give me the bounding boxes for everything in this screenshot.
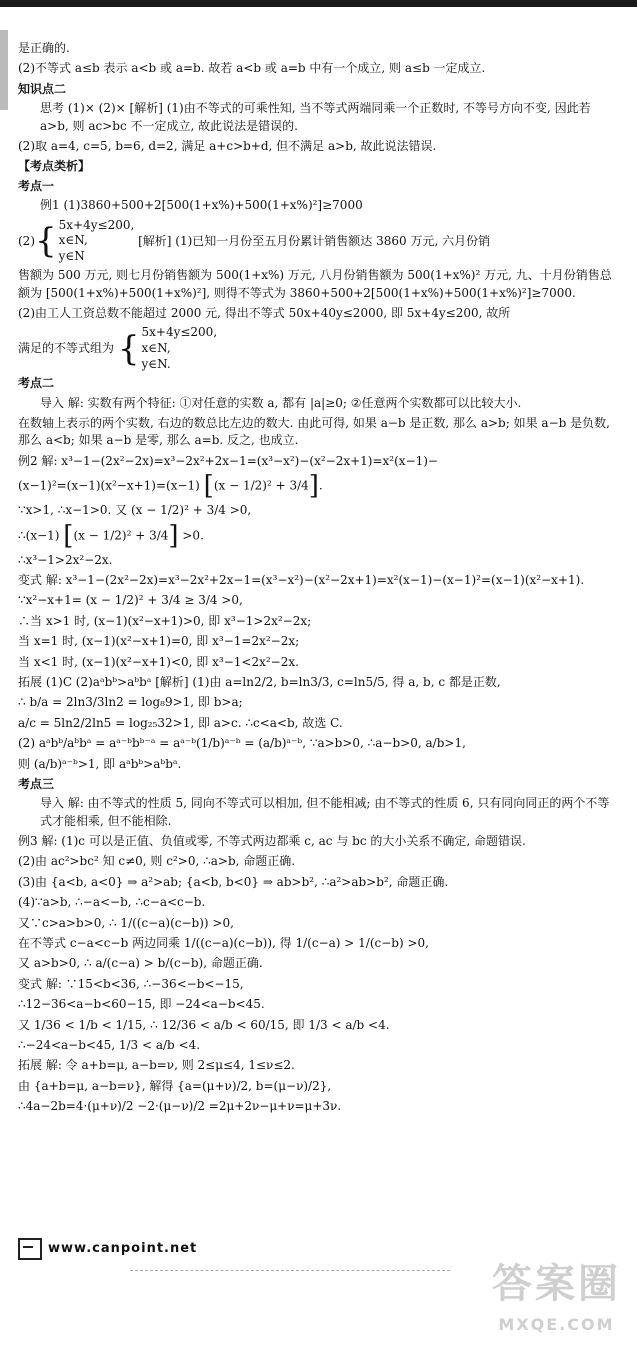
text-line: ∴当 x>1 时, (x−1)(x²−x+1)>0, 即 x³−1>2x²−2x; — [18, 613, 312, 628]
system-row: y∈N — [58, 248, 85, 263]
text-line: (2) aᵃbᵇ/aᵇbᵃ = aᵃ⁻ᵇbᵇ⁻ᵃ = aᵃ⁻ᵇ(1/b)ᵃ⁻ᵇ = (a/b)ᵃ⁻ᵇ, ∵a>b>0, ∴a−b>0, a/b>1, — [18, 736, 466, 751]
text-line — [18, 325, 618, 372]
math-span: >0. — [182, 528, 204, 543]
text-span: (x−1)²=(x−1)(x²−x+1)=(x−1) — [18, 478, 200, 493]
text-line: (3)由 {a<b, a<0} ⇒ a²>ab; {a<b, b<0} ⇒ ab>b², ∴a²>ab>b², 命题正确. — [18, 874, 449, 889]
text-span: [解析] (1)已知一月份至五月份累计销售额达 3860 万元, 六月份销 — [138, 233, 491, 248]
text-line: 当 x<1 时, (x−1)(x²−x+1)<0, 即 x³−1<2x²−2x. — [18, 654, 299, 669]
top-bar — [0, 0, 637, 7]
text-span: ∵x>1, ∴x−1>0. 又 — [18, 503, 128, 518]
text-line: ∴4a−2b=4·(μ+ν)/2 −2·(μ−ν)/2 =2μ+2ν−μ+ν=μ+3ν. — [18, 1099, 342, 1114]
text-line: 则 (a/b)ᵃ⁻ᵇ>1, 即 aᵃbᵇ>aᵇbᵃ. — [18, 756, 182, 771]
text-line: 由 {a+b=μ, a−b=ν}, 解得 {a=(μ+ν)/2, b=(μ−ν)/2}, — [18, 1078, 332, 1093]
text-line: 拓展 解: 令 a+b=μ, a−b=ν, 则 2≤μ≤4, 1≤ν≤2. — [18, 1058, 295, 1073]
watermark — [492, 1255, 621, 1336]
text-line: 例1 (1)3860+500+2[500(1+x%)+500(1+x%)²]≥7000 — [40, 198, 363, 213]
text-line: 是正确的. — [18, 41, 70, 55]
text-line: 变式 解: ∵15<b<36, ∴−36<−b<−15, — [18, 976, 244, 991]
system-row: x∈N, — [141, 341, 171, 356]
text-line: 思考 (1)× (2)× [解析] (1)由不等式的可乘性知, 当不等式两端同乘一个正数时, 不等号方向不变, 因此若 a>b, 则 ac>bc 不一定成立, 故此说法是错误的. — [40, 101, 591, 133]
text-line — [18, 502, 618, 519]
text-line: 导入 解: 由不等式的性质 5, 同向不等式可以相加, 但不能相减; 由不等式的性质 6, 只有同向同正的两个不等式才能相乘, 但不能相除. — [40, 796, 610, 828]
text-line: 导入 解: 实数有两个特征: ①对任意的实数 a, 都有 |a|≥0; ②任意两个实数都可以比较大小. — [40, 395, 522, 410]
text-line: 售额为 500 万元, 则七月份销售额为 500(1+x%) 万元, 八月份销售额为 500(1+x%)² 万元, 九、十月份销售总额为 [500(1+x%)+500(1+x%)²], 则得不等式为 3860+500+2[500(1+x%)+500(1+x%)²]≥7000. — [18, 268, 612, 300]
text-line: 例3 解: (1)c 可以是正值、负值或零, 不等式两边都乘 c, ac 与 bc 的大小关系不确定, 命题错误. — [18, 834, 526, 849]
page-footer — [18, 1238, 197, 1260]
text-line: (2)由工人工资总数不能超过 2000 元, 得出不等式 50x+40y≤2000, 即 5x+4y≤200, 故所 — [18, 306, 511, 321]
watermark-text: 答案圈 — [492, 1260, 621, 1307]
text-line: 拓展 (1)C (2)aᵃbᵇ>aᵇbᵃ [解析] (1)由 a=ln2/2, b=ln3/3, c=ln5/5, 得 a, b, c 都是正数, — [18, 674, 501, 689]
answer-page — [18, 40, 618, 1119]
text-line: ∴−24<a−b<45, 1/3 < a/b <4. — [18, 1037, 201, 1052]
text-line: 又 a>b>0, ∴ a/(c−a) > b/(c−b), 命题正确. — [18, 956, 263, 971]
text-line: (2)取 a=4, c=5, b=6, d=2, 满足 a+c>b+d, 但不满足 a>b, 故此说法错误. — [18, 138, 437, 153]
system-row: 5x+4y≤200, — [141, 325, 218, 340]
text-line: 在不等式 c−a<c−b 两边同乘 1/((c−a)(c−b)), 得 1/(c−a) > 1/(c−b) >0, — [18, 936, 429, 951]
text-line: 例2 解: x³−1−(2x²−2x)=x³−2x²+2x−1=(x³−x²)−(x²−2x+1)=x²(x−1)− — [18, 453, 438, 468]
equation-system: { 5x+4y≤200, x∈N, y∈N — [35, 217, 135, 263]
text-line: (2)不等式 a≤b 表示 a<b 或 a=b. 故若 a<b 或 a=b 中有一个成立, 则 a≤b 一定成立. — [18, 61, 486, 76]
equation-system: { 5x+4y≤200, x∈N, y∈N. — [117, 325, 218, 371]
section-heading: 考点三 — [18, 776, 55, 791]
text-line: ∴x³−1>2x²−2x. — [18, 552, 113, 567]
text-line: ∴12−36<a−b<60−15, 即 −24<a−b<45. — [18, 997, 265, 1012]
system-row: y∈N. — [141, 356, 171, 371]
text-line: 在数轴上表示的两个实数, 右边的数总比左边的数大. 由此可得, 如果 a−b 是正数, 那么 a>b; 如果 a−b 是负数, 那么 a<b; 如果 a−b 是零, 那么 a=b. 反之, 也成立. — [18, 416, 610, 448]
system-row: x∈N, — [58, 233, 88, 248]
watermark-subtext: MXQE.COM — [498, 1314, 615, 1334]
text-line: (4)∵a>b, ∴−a<−b, ∴c−a<c−b. — [18, 895, 206, 910]
text-line: 又∵c>a>b>0, ∴ 1/((c−a)(c−b)) >0, — [18, 915, 234, 930]
text-span: 满足的不等式组为 — [18, 341, 115, 356]
math-span: (x − 1/2)² + 3/4 ≥ 3/4 >0, — [85, 593, 243, 608]
footer-url: www.canpoint.net — [48, 1240, 198, 1256]
text-line: 又 1/36 < 1/b < 1/15, ∴ 12/36 < a/b < 60/15, 即 1/3 < a/b <4. — [18, 1017, 390, 1032]
text-line: 当 x=1 时, (x−1)(x²−x+1)=0, 即 x³−1=2x²−2x; — [18, 634, 300, 649]
book-logo-icon — [18, 1238, 42, 1260]
text-line: a/c = 5ln2/2ln5 = log₂₅32>1, 即 a>c. ∴c<a<b, 故选 C. — [18, 715, 343, 730]
footer-divider — [130, 1270, 450, 1271]
text-line: (2)由 ac²>bc² 知 c≠0, 则 c²>0, ∴a>b, 命题正确. — [18, 854, 296, 869]
text-line: ∴ b/a = 2ln3/3ln2 = log₈9>1, 即 b>a; — [18, 695, 243, 710]
section-heading: 考点一 — [18, 178, 55, 193]
section-heading: 知识点二 — [18, 81, 67, 96]
text-line: (2) { 5x+4y≤200, x∈N, y∈N [解析] (1)已知一月份至五月份累计销售额达 3860 万元, 六月份销 — [18, 217, 491, 263]
text-span: ∴(x−1) — [18, 528, 60, 543]
math-span: (x − 1/2)² + 3/4 — [213, 478, 309, 493]
left-edge-mark — [0, 30, 8, 110]
text-line: 变式 解: x³−1−(2x²−2x)=x³−2x²+2x−1=(x³−x²)−(x²−2x+1)=x²(x−1)−(x−1)²=(x−1)(x²−x+1). — [18, 572, 585, 587]
section-heading: 考点二 — [18, 376, 55, 391]
system-row: 5x+4y≤200, — [58, 217, 135, 232]
text-line — [18, 592, 618, 609]
math-span: (x − 1/2)² + 3/4 — [73, 528, 169, 543]
text-span: ∵x²−x+1= — [18, 593, 82, 608]
text-line: ∴(x−1) [(x − 1/2)² + 3/4] >0. — [18, 520, 204, 551]
math-span: (x − 1/2)² + 3/4 >0, — [130, 503, 252, 518]
text-line: (x−1)²=(x−1)(x²−x+1)=(x−1) [(x − 1/2)² + 3/4]. — [18, 471, 323, 502]
section-heading: 【考点类析】 — [18, 159, 91, 174]
